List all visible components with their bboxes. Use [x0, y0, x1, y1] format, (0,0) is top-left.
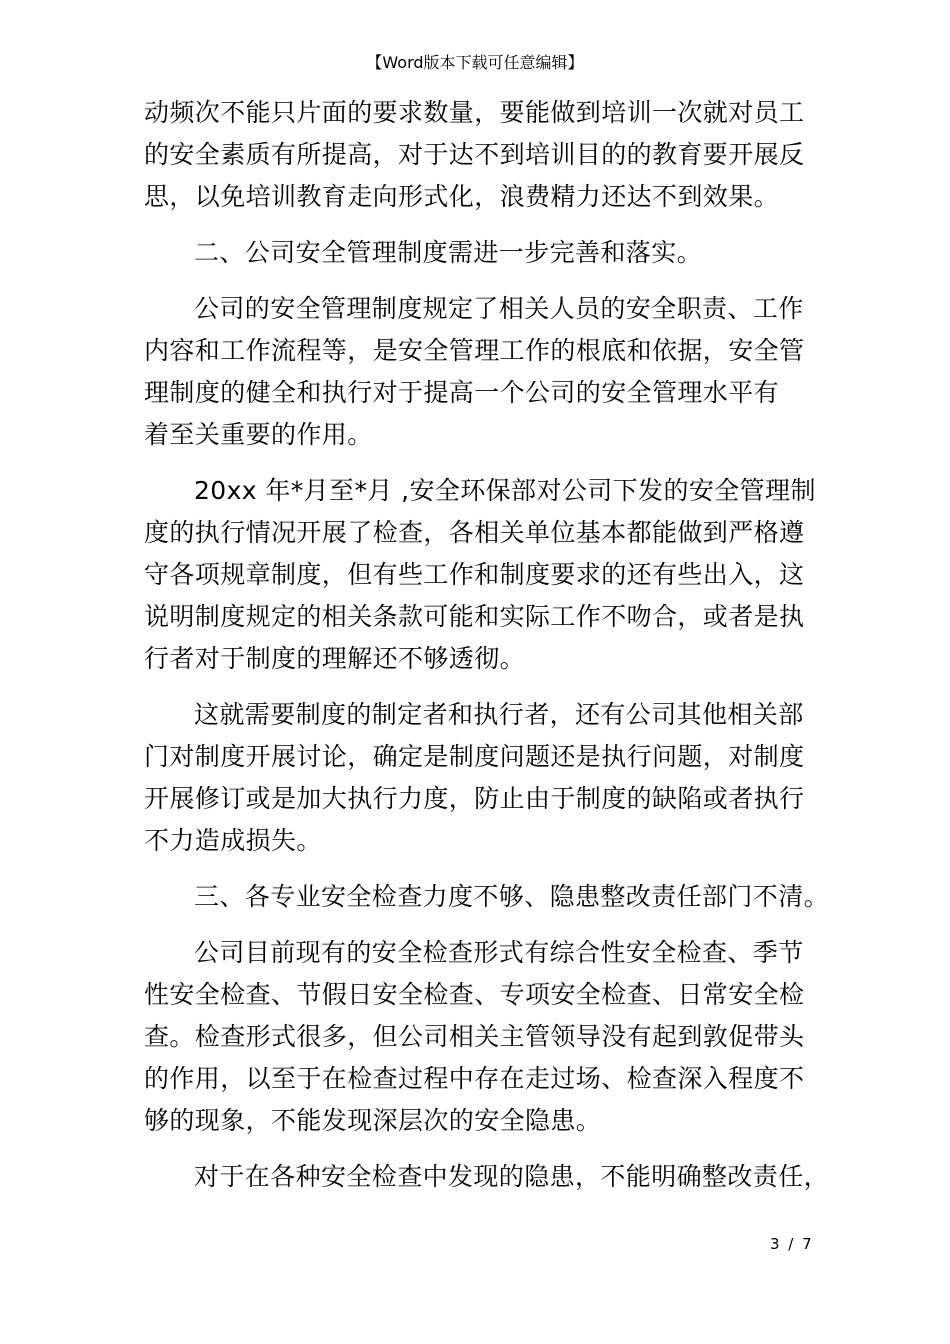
- text-line: 对于在各种安全检查中发现的隐患，不能明确整改责任，: [194, 1162, 830, 1191]
- page-number: 3 / 7: [770, 1235, 814, 1253]
- text-line: 行者对于制度的理解还不够透彻。: [144, 644, 526, 673]
- text-line: 够的现象，不能发现深层次的安全隐患。: [144, 1106, 602, 1135]
- paragraph-inspection-result: [144, 470, 834, 680]
- document-body: [144, 92, 834, 1212]
- text-line: 度的执行情况开展了检查，各相关单位基本都能做到严格遵: [144, 518, 805, 547]
- text-line: 20xx 年*月至*月 ,安全环保部对公司下发的安全管理制: [194, 476, 816, 505]
- text-line: 性安全检查、节假日安全检查、专项安全检查、日常安全检: [144, 980, 805, 1009]
- text-line: 思，以免培训教育走向形式化，浪费精力还达不到效果。: [144, 182, 780, 211]
- text-line: 动频次不能只片面的要求数量，要能做到培训一次就对员工: [144, 98, 805, 127]
- paragraph-discussion: [144, 694, 834, 862]
- paragraph-hidden-dangers: [144, 1156, 834, 1198]
- paragraph-inspection-forms: [144, 932, 834, 1142]
- section-heading-3: [144, 876, 834, 918]
- text-line: 的安全素质有所提高，对于达不到培训目的的教育要开展反: [144, 140, 805, 169]
- text-line: 开展修订或是加大执行力度，防止由于制度的缺陷或者执行: [144, 784, 805, 813]
- text-line: 的作用，以至于在检查过程中存在走过场、检查深入程度不: [144, 1064, 805, 1093]
- text-line: 查。检查形式很多，但公司相关主管领导没有起到敦促带头: [144, 1022, 805, 1051]
- heading-line: 三、各专业安全检查力度不够、隐患整改责任部门不清。: [194, 882, 830, 911]
- text-line: 内容和工作流程等，是安全管理工作的根底和依据，安全管: [144, 336, 805, 365]
- heading-line: 二、公司安全管理制度需进一步完善和落实。: [194, 238, 703, 267]
- text-line: 着至关重要的作用。: [144, 420, 373, 449]
- text-line: 守各项规章制度，但有些工作和制度要求的还有些出入，这: [144, 560, 805, 589]
- text-line: 说明制度规定的相关条款可能和实际工作不吻合，或者是执: [144, 602, 805, 631]
- paragraph-management-system: [144, 288, 834, 456]
- section-heading-2: [144, 232, 834, 274]
- text-line: 公司目前现有的安全检查形式有综合性安全检查、季节: [194, 938, 804, 967]
- paragraph-training-continuation: [144, 92, 834, 218]
- text-line: 公司的安全管理制度规定了相关人员的安全职责、工作: [194, 294, 804, 323]
- text-line: 这就需要制度的制定者和执行者，还有公司其他相关部: [194, 700, 804, 729]
- text-line: 不力造成损失。: [144, 826, 322, 855]
- page-header: 【Word版本下载可任意编辑】: [366, 53, 584, 72]
- text-line: 理制度的健全和执行对于提高一个公司的安全管理水平有: [144, 378, 780, 407]
- text-line: 门对制度开展讨论，确定是制度问题还是执行问题，对制度: [144, 742, 805, 771]
